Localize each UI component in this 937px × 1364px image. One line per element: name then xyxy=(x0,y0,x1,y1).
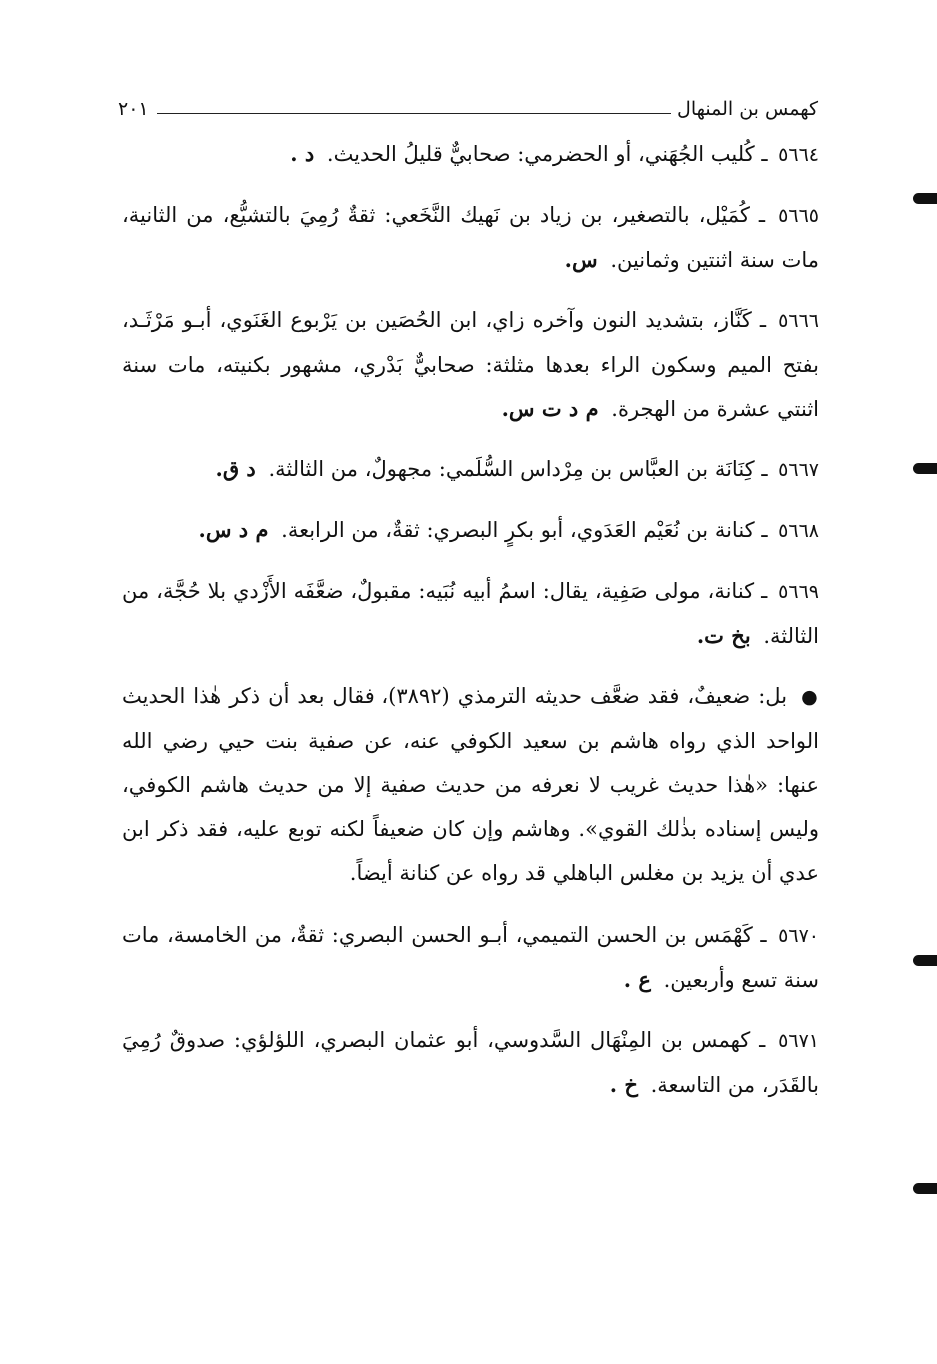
entry-symbols: د . xyxy=(290,141,315,166)
entry-text: كهمس بن المِنْهَال السَّدوسي، أبو عثمان البصري، اللؤلؤي: صدوقٌ رُمِيَ بالقَدَر، من التاسعة. xyxy=(122,1028,819,1097)
page-number: ٢٠١ xyxy=(118,98,149,120)
entry-text: كنانة، مولى صَفِية، يقال: اسمُ أبيه نُبَيه: مقبولٌ، ضعَّفَه الأَزْدي بلا حُجَّة، من الثالثة. xyxy=(122,579,819,648)
note-bullet: ● xyxy=(801,686,819,708)
entry-symbols: م د ت س. xyxy=(501,396,599,421)
entry-number: ٥٦٦٧ xyxy=(778,459,819,481)
entry-5665: ٥٦٦٥ ـ كُمَيْل، بالتصغير، بن زياد بن نَهيك النَّخَعي: ثقةٌ رُمِيَ بالتشيُّع، من الثانية، مات سنة اثنتين وثمانين. س. xyxy=(122,203,819,272)
entry-symbols: س. xyxy=(564,247,598,272)
entry-number: ٥٦٧١ xyxy=(778,1030,819,1052)
entry-number: ٥٦٦٨ xyxy=(778,520,819,542)
entry-text: كنانة بن نُعَيْم العَدَوي، أبو بكرٍ البصري: ثقةٌ، من الرابعة. xyxy=(281,518,755,542)
entry-text: كَنَّاز، بتشديد النون وآخره زاي، ابن الحُصَين بن يَرْبوع الغَنَوي، أبـو مَرْثَـد، بفتح الميم وسكون الراء بعدها مثلثة: صحابيٌّ بَدْري، مشهور بكنيته، مات سنة اثنتي عشرة من الهجرة. xyxy=(122,308,819,421)
entry-number: ٥٦٦٤ xyxy=(778,144,819,166)
entry-text: كِنَانَة بن العبَّاس بن مِرْداس السُّلَمي: مجهولٌ، من الثالثة. xyxy=(268,457,755,481)
entry-symbols: ع . xyxy=(623,967,651,992)
entry-number: ٥٦٦٩ xyxy=(778,581,819,603)
editor-note xyxy=(122,674,819,895)
page-body xyxy=(122,132,819,1123)
entry-5668: ٥٦٦٨ ـ كنانة بن نُعَيْم العَدَوي، أبو بكرٍ البصري: ثقةٌ، من الرابعة. م د س. xyxy=(198,517,819,542)
entry-number: ٥٦٦٥ xyxy=(778,205,819,227)
entry-symbols: م د س. xyxy=(198,517,269,542)
entry-symbols: بخ ت. xyxy=(696,623,751,648)
entry-symbols: د ق. xyxy=(215,456,256,481)
entry-number: ٥٦٦٦ xyxy=(778,310,819,332)
entry-text: كُليب الجُهَني، أو الحضرمي: صحابيٌّ قليلُ الحديث. xyxy=(326,142,755,166)
entry-text: كُمَيْل، بالتصغير، بن زياد بن نَهيك النَّخَعي: ثقةٌ رُمِيَ بالتشيُّع، من الثانية، مات سنة اثنتين وثمانين. xyxy=(122,203,819,272)
running-title: كهمس بن المنهال xyxy=(677,98,818,120)
entry-5671: ٥٦٧١ ـ كهمس بن المِنْهَال السَّدوسي، أبو عثمان البصري، اللؤلؤي: صدوقٌ رُمِيَ بالقَدَر، من التاسعة. خ . xyxy=(122,1028,819,1097)
edge-tab-marker xyxy=(913,463,937,474)
entry-5667: ٥٦٦٧ ـ كِنَانَة بن العبَّاس بن مِرْداس السُّلَمي: مجهولٌ، من الثالثة. د ق. xyxy=(215,456,819,481)
edge-tab-marker xyxy=(913,193,937,204)
entry-symbols: خ . xyxy=(609,1072,638,1097)
entry-text: كَهْمَس بن الحسن التميمي، أبـو الحسن البصري: ثقةٌ، من الخامسة، مات سنة تسع وأربعين. xyxy=(122,923,819,992)
edge-tab-marker xyxy=(913,1183,937,1194)
entry-5669: ٥٦٦٩ ـ كنانة، مولى صَفِية، يقال: اسمُ أبيه نُبَيه: مقبولٌ، ضعَّفَه الأَزْدي بلا حُجَّة، من الثالثة. بخ ت. xyxy=(122,579,819,648)
note-text: بل: ضعيفٌ، فقد ضعَّف حديثه الترمذي (٣٨٩٢)، فقال بعد أن ذكر هٰذا الحديث الواحد الذي رواه هاشم بن سعيد الكوفي عنه، عن صفية بنت حيي رضي الله عنها: «هٰذا حديث غريب لا نعرفه من حديث صفية إلا من حديث هاشم الكوفي، وليس إسناده بذٰلك القوي». وهاشم وإن كان ضعيفاً لكنه توبع عليه، فقد ذكر ابن عدي أن يزيد بن مغلس الباهلي قد رواه عن كنانة أيضاً. xyxy=(122,684,819,885)
header-rule xyxy=(157,113,671,114)
entry-5670: ٥٦٧٠ ـ كَهْمَس بن الحسن التميمي، أبـو الحسن البصري: ثقةٌ، من الخامسة، مات سنة تسع وأربعين. ع . xyxy=(122,923,819,992)
entry-5664: ٥٦٦٤ ـ كُليب الجُهَني، أو الحضرمي: صحابيٌّ قليلُ الحديث. د . xyxy=(290,141,819,166)
entry-number: ٥٦٧٠ xyxy=(778,925,819,947)
entry-5666: ٥٦٦٦ ـ كَنَّاز، بتشديد النون وآخره زاي، ابن الحُصَين بن يَرْبوع الغَنَوي، أبـو مَرْثَـد، بفتح الميم وسكون الراء بعدها مثلثة: صحابيٌّ بَدْري، مشهور بكنيته، مات سنة اثنتي عشرة من الهجرة. م د ت س. xyxy=(122,308,819,421)
edge-tab-marker xyxy=(913,955,937,966)
page-header xyxy=(118,92,818,120)
